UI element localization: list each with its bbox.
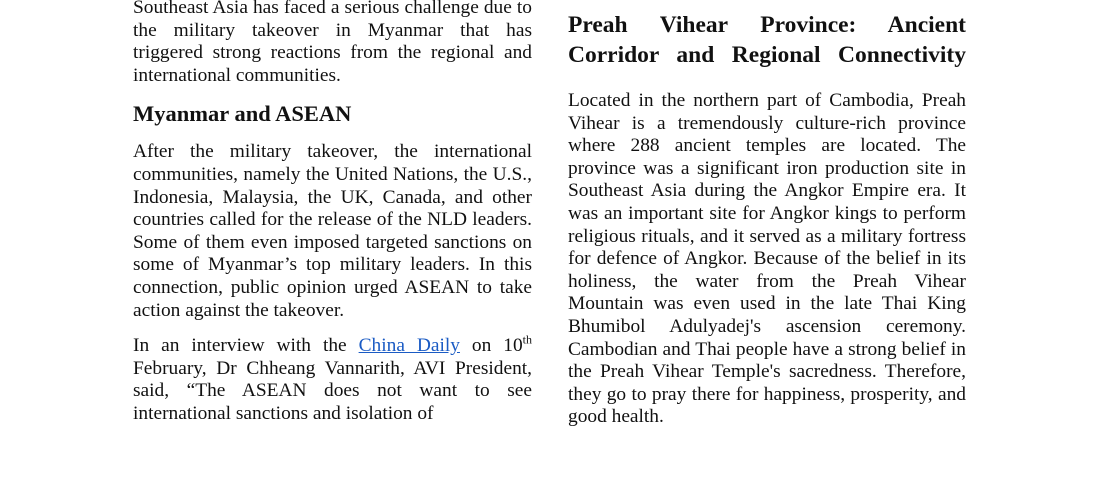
intro-paragraph: Southeast Asia has faced a serious challenge due to the military takeover in Myanmar that has triggered strong reactions from the regional and international communities. (133, 0, 532, 86)
interview-paragraph (133, 332, 532, 425)
interview-text-post: February, Dr Chheang Vannarith, AVI President, said, “The ASEAN does not want to see international sanctions and isolation of (133, 357, 532, 424)
left-column (133, 0, 532, 439)
preah-vihear-paragraph: Located in the northern part of Cambodia, Preah Vihear is a tremendously culture-rich province where 288 ancient temples are located. The province was a significant iron production site in Southeast Asia during the Angkor Empire era. It was an important site for Angkor kings to perform religious rituals, and it served as a military fortress for defence of Angkor. Because of the belief in its holiness, the water from the Preah Vihear Mountain was even used in the late Thai King Bhumibol Adulyadej's ascension ceremony. Cambodian and Thai people have a strong belief in the Preah Vihear Temple's sacredness. Therefore, they go to pray there for happiness, prosperity, and good health. (568, 90, 966, 428)
heading-line-1: Preah Vihear Province: Ancient (568, 12, 966, 38)
heading-line-2: Corridor and Regional Connectivity (568, 42, 966, 68)
ordinal-superscript: th (522, 332, 532, 347)
sanctions-paragraph: After the military takeover, the international communities, namely the United Nations, the U.S., Indonesia, Malaysia, the UK, Canada, and other countries called for the release of the NLD leaders. Some of them even imposed targeted sanctions on some of Myanmar’s top military leaders. In this connection, public opinion urged ASEAN to take action against the takeover. (133, 141, 532, 321)
china-daily-link[interactable]: China Daily (358, 335, 460, 357)
section-heading-preah-vihear (568, 10, 966, 70)
interview-text-pre: In an interview with the (133, 335, 359, 357)
section-heading-myanmar-asean: Myanmar and ASEAN (133, 101, 352, 127)
right-column (568, 10, 966, 442)
interview-text-mid: on 10 (459, 335, 523, 357)
